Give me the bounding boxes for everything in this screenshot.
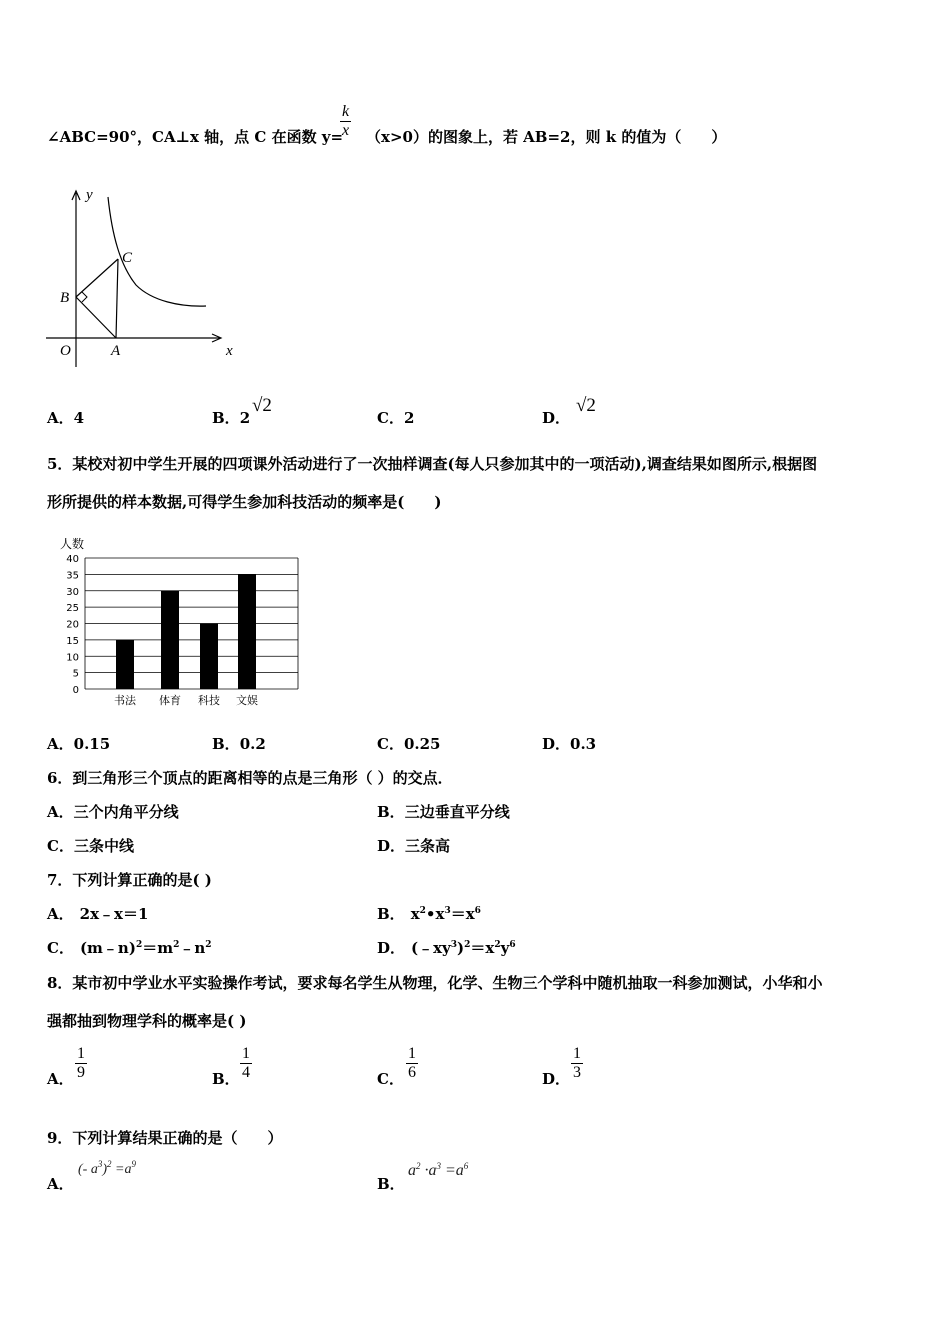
expr-part: •x xyxy=(425,905,445,923)
exponent: 2 xyxy=(494,940,501,950)
expr-part: x xyxy=(410,905,420,923)
option-label: B． xyxy=(377,803,405,821)
segment-bc xyxy=(76,259,118,297)
q7-option-d[interactable] xyxy=(377,938,516,958)
q7-stem: 7．下列计算正确的是( ) xyxy=(47,871,212,889)
option-label: A． xyxy=(47,905,74,923)
option-text: 三条高 xyxy=(405,837,451,855)
y-tick-label: 10 xyxy=(66,652,79,664)
option-label: B． xyxy=(377,905,405,923)
exponent: 2 xyxy=(419,906,426,916)
bar-文娱 xyxy=(238,574,256,689)
label-c: C xyxy=(122,250,133,266)
option-text: 2 xyxy=(239,409,251,427)
exponent: 3 xyxy=(444,906,451,916)
y-tick-label: 30 xyxy=(66,586,79,598)
exponent: 2 xyxy=(464,940,471,950)
q4-option-b[interactable] xyxy=(212,408,250,428)
exponent: 2 xyxy=(205,940,212,950)
q5-stem-line2: 形所提供的样本数据,可得学生参加科技活动的频率是( ) xyxy=(47,493,442,511)
expr-part: ) xyxy=(102,1162,107,1177)
label-o: O xyxy=(60,343,71,359)
q4-stem-post: （x>0）的图象上，若 AB=2，则 k 的值为（ ） xyxy=(366,128,727,146)
option-label: B． xyxy=(212,409,240,427)
label-y: y xyxy=(86,187,93,203)
expr-part: a xyxy=(408,1162,416,1179)
q5-option-a[interactable] xyxy=(47,734,110,754)
expr-part: ＝x xyxy=(450,905,475,923)
q8-option-c-fraction xyxy=(406,1045,418,1082)
option-label: A． xyxy=(47,1175,74,1193)
option-text: 三个内角平分线 xyxy=(73,803,179,821)
q6-stem: 6．到三角形三个顶点的距离相等的点是三角形（ ）的交点． xyxy=(47,769,453,787)
exponent: 3 xyxy=(97,1159,103,1169)
q8-option-b[interactable] xyxy=(212,1069,240,1089)
exponent: 2 xyxy=(107,1159,112,1169)
frac-num: 1 xyxy=(573,1045,581,1062)
q8-option-a[interactable] xyxy=(47,1069,74,1089)
q8-option-d[interactable] xyxy=(542,1069,570,1089)
right-angle-mark xyxy=(82,292,87,302)
bar-书法 xyxy=(116,640,134,689)
option-label: A． xyxy=(47,409,74,427)
expr-part: y xyxy=(500,939,510,957)
q5-option-d[interactable] xyxy=(542,734,596,754)
q4-option-d-sqrt: √2 xyxy=(576,395,596,416)
y-tick-label: 15 xyxy=(66,635,79,647)
x-tick-label: 体育 xyxy=(159,694,181,707)
q5-stem-line1: 5．某校对初中学生开展的四项课外活动进行了一次抽样调查(每人只参加其中的一项活动),调查结果如图所示,根据图 xyxy=(47,455,818,473)
q9-option-a-expr xyxy=(78,1159,136,1178)
frac-num: 1 xyxy=(408,1045,416,1062)
option-label: D． xyxy=(542,409,571,427)
q5-option-c[interactable] xyxy=(377,734,441,754)
expr-part: (- a xyxy=(78,1162,98,1177)
frac-den: 3 xyxy=(573,1064,581,1081)
y-tick-label: 20 xyxy=(66,619,79,631)
frac-den: 4 xyxy=(242,1064,250,1081)
frac-den: 9 xyxy=(77,1064,85,1081)
option-label: C． xyxy=(47,939,74,957)
bar-体育 xyxy=(161,591,179,689)
option-label: D． xyxy=(377,837,406,855)
q7-option-a[interactable] xyxy=(47,904,148,924)
option-text: 三条中线 xyxy=(73,837,134,855)
expr-part: ) xyxy=(457,939,465,957)
option-label: C． xyxy=(377,735,404,753)
expr-part: (m﹣n) xyxy=(79,939,136,957)
q5-bar-chart xyxy=(50,534,310,709)
option-label: B． xyxy=(377,1175,405,1193)
q8-stem-line1: 8．某市初中学业水平实验操作考试，要求每名学生从物理，化学、生物三个学科中随机抽取一科参加测试，小华和小 xyxy=(47,974,823,992)
q4-option-d[interactable] xyxy=(542,408,570,428)
x-tick-label: 书法 xyxy=(114,694,136,707)
q4-option-b-sqrt: √2 xyxy=(252,395,272,416)
y-tick-label: 5 xyxy=(72,668,79,680)
q8-stem-line2: 强都抽到物理学科的概率是( ) xyxy=(47,1012,247,1030)
exponent: 2 xyxy=(135,940,143,950)
q8-option-d-fraction xyxy=(571,1045,583,1082)
option-text: 三边垂直平分线 xyxy=(404,803,510,821)
y-tick-label: 40 xyxy=(66,554,79,565)
q9-option-b-expr xyxy=(408,1162,468,1180)
segment-ca xyxy=(116,259,118,338)
q9-option-a[interactable] xyxy=(47,1174,74,1194)
exponent: 9 xyxy=(131,1159,136,1169)
exponent: 2 xyxy=(416,1161,421,1171)
x-tick-label: 文娱 xyxy=(236,694,258,707)
q4-stem-pre: ∠ABC=90°，CA⊥x 轴，点 C 在函数 y= xyxy=(47,128,344,146)
option-text: 0.3 xyxy=(570,735,597,753)
option-text: 4 xyxy=(73,409,85,427)
frac-num: 1 xyxy=(242,1045,250,1062)
q5-option-b[interactable] xyxy=(212,734,266,754)
option-label: D． xyxy=(542,1070,571,1088)
option-label: C． xyxy=(377,1070,404,1088)
q9-stem: 9．下列计算结果正确的是（ ） xyxy=(47,1129,283,1147)
option-label: B． xyxy=(212,735,240,753)
q8-option-c[interactable] xyxy=(377,1069,404,1089)
exponent: 6 xyxy=(474,906,481,916)
bar-科技 xyxy=(200,624,218,690)
option-label: B． xyxy=(212,1070,240,1088)
frac-num: 1 xyxy=(77,1045,85,1062)
q4-fraction xyxy=(340,103,351,140)
y-tick-label: 0 xyxy=(72,685,79,696)
chart-xticks xyxy=(114,693,258,707)
q6-option-b[interactable] xyxy=(377,802,510,822)
chart-ylabel: 人数 xyxy=(60,537,85,551)
option-text: 0.15 xyxy=(73,735,111,753)
option-text: 0.2 xyxy=(239,735,266,753)
q6-option-d[interactable] xyxy=(377,836,450,856)
option-label: A． xyxy=(47,803,74,821)
label-a: A xyxy=(111,343,121,359)
expr-part: (﹣xy xyxy=(411,939,451,957)
q9-option-b[interactable] xyxy=(377,1174,405,1194)
option-label: C． xyxy=(47,837,74,855)
expr-part: ＝x xyxy=(470,939,495,957)
option-text: 0.25 xyxy=(403,735,441,753)
option-text: 2x﹣x＝1 xyxy=(79,905,149,923)
option-label: A． xyxy=(47,735,74,753)
segment-ba xyxy=(76,297,116,338)
q4-frac-den: x xyxy=(342,122,350,139)
option-label: A． xyxy=(47,1070,74,1088)
chart-bars xyxy=(116,574,256,689)
exponent: 6 xyxy=(463,1161,469,1171)
q8-option-a-fraction xyxy=(75,1045,87,1082)
q4-option-a[interactable] xyxy=(47,408,84,428)
q7-option-b[interactable] xyxy=(377,904,481,924)
y-tick-label: 35 xyxy=(66,570,79,582)
exponent: 6 xyxy=(509,940,516,950)
label-x: x xyxy=(226,343,233,359)
expr-part: =a xyxy=(441,1162,464,1179)
frac-den: 6 xyxy=(408,1064,416,1081)
q4-option-c[interactable] xyxy=(377,408,414,428)
option-label: C． xyxy=(377,409,404,427)
option-text: 2 xyxy=(403,409,415,427)
exponent: 3 xyxy=(436,1161,441,1171)
expr-part: ＝m xyxy=(142,939,174,957)
label-b: B xyxy=(60,290,70,306)
expr-part: ·a xyxy=(420,1162,437,1179)
q8-option-b-fraction xyxy=(240,1045,252,1082)
q6-option-a[interactable] xyxy=(47,802,179,822)
q7-option-c[interactable] xyxy=(47,938,212,958)
q4-frac-num: k xyxy=(342,103,350,120)
y-tick-label: 25 xyxy=(66,603,79,615)
q4-graph xyxy=(40,185,250,375)
expr-part: =a xyxy=(111,1162,132,1177)
chart-yticks xyxy=(66,554,79,696)
option-label: D． xyxy=(542,735,571,753)
exponent: 2 xyxy=(173,940,180,950)
q4-stem xyxy=(47,127,343,147)
option-label: D． xyxy=(377,939,406,957)
q6-option-c[interactable] xyxy=(47,836,134,856)
exponent: 3 xyxy=(450,940,458,950)
expr-part: ﹣n xyxy=(179,939,206,957)
x-tick-label: 科技 xyxy=(198,694,220,707)
